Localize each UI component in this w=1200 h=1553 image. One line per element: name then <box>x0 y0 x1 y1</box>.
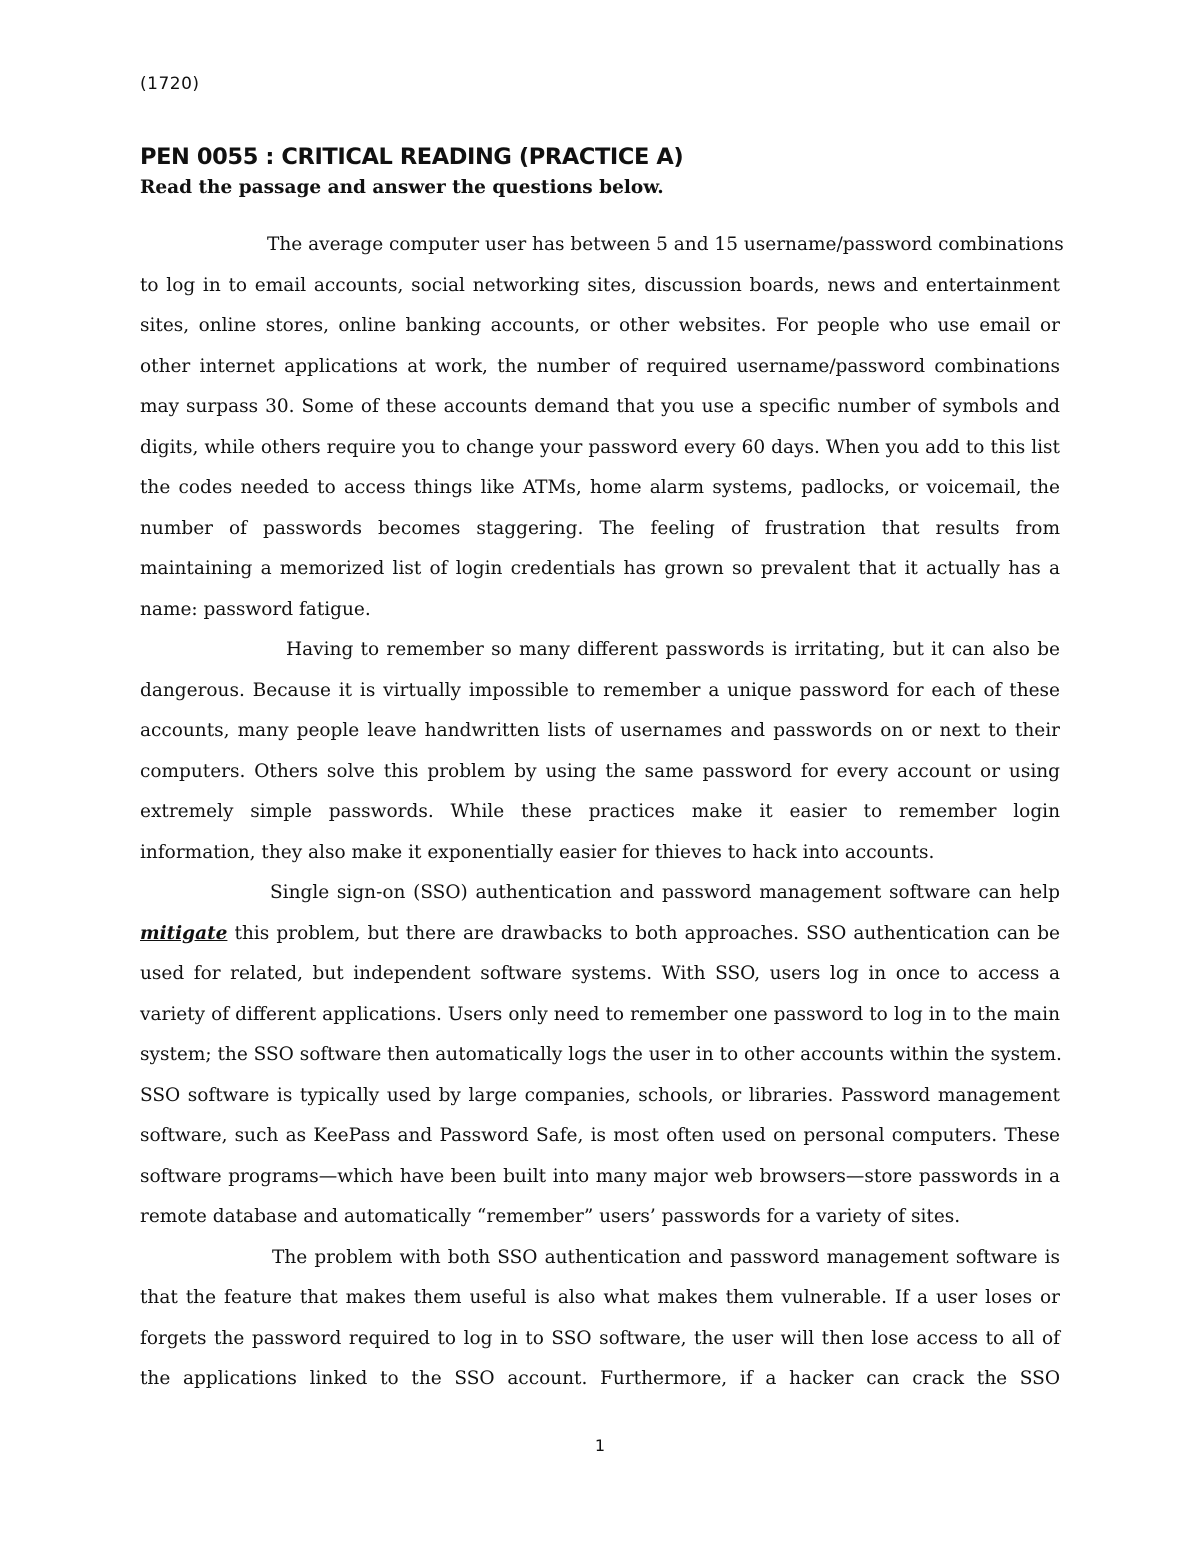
passage-line: information, they also make it exponentially easier for thieves to hack into accounts. <box>140 841 935 863</box>
passage-line: The problem with both SSO authentication and password management software is <box>272 1246 1060 1268</box>
passage-line: Single sign-on (SSO) authentication and password management software can help <box>270 882 1060 903</box>
passage-line: SSO software is typically used by large companies, schools, or libraries. Password management <box>140 1084 1060 1106</box>
passage-line: accounts, many people leave handwritten lists of usernames and passwords on or next to their <box>140 720 1060 741</box>
instruction-text: Read the passage and answer the questions below. <box>140 177 664 198</box>
passage-line: number of passwords becomes staggering. The feeling of frustration that results from <box>140 517 1060 539</box>
passage-line: remote database and automatically “remember” users’ passwords for a variety of sites. <box>140 1206 961 1227</box>
vocabulary-word: mitigate <box>140 922 228 944</box>
passage-line: dangerous. Because it is virtually impossible to remember a unique password for each of these <box>140 679 1060 701</box>
passage-line: used for related, but independent software systems. With SSO, users log in once to access a <box>140 963 1060 984</box>
passage-paragraph-2 <box>140 630 1060 873</box>
passage-paragraph-1 <box>140 225 1064 630</box>
passage-line: The average computer user has between 5 and 15 username/password combinations <box>267 234 1064 255</box>
passage-line: may surpass 30. Some of these accounts demand that you use a specific number of symbols and <box>140 396 1060 417</box>
passage-line: software programs—which have been built into many major web browsers—store passwords in a <box>140 1165 1060 1187</box>
passage-line: variety of different applications. Users only need to remember one password to log in to the main <box>140 1003 1060 1025</box>
passage-line <box>140 914 1060 955</box>
passage-line: extremely simple passwords. While these practices make it easier to remember login <box>140 801 1060 822</box>
passage-line: software, such as KeePass and Password Safe, is most often used on personal computers. These <box>140 1125 1060 1146</box>
passage-line: sites, online stores, online banking accounts, or other websites. For people who use email or <box>140 315 1060 336</box>
page-title: PEN 0055 : CRITICAL READING (PRACTICE A) <box>140 144 684 170</box>
passage-line: computers. Others solve this problem by using the same password for every account or using <box>140 760 1060 782</box>
page-number: 1 <box>594 1436 606 1455</box>
reading-passage <box>140 225 1064 1400</box>
passage-line: that the feature that makes them useful is also what makes them vulnerable. If a user loses or <box>140 1287 1060 1308</box>
passage-line: forgets the password required to log in to SSO software, the user will then lose access to all of <box>140 1327 1060 1349</box>
document-code: (1720) <box>140 74 200 94</box>
passage-line: to log in to email accounts, social networking sites, discussion boards, news and entertainment <box>140 274 1060 296</box>
passage-line: other internet applications at work, the number of required username/password combinations <box>140 355 1060 377</box>
passage-line: maintaining a memorized list of login credentials has grown so prevalent that it actually has a <box>140 558 1060 579</box>
passage-paragraph-4 <box>140 1238 1060 1400</box>
passage-line: name: password fatigue. <box>140 598 371 620</box>
passage-line: Having to remember so many different passwords is irritating, but it can also be <box>286 639 1060 660</box>
passage-line-text: this problem, but there are drawbacks to both approaches. SSO authentication can be <box>227 922 1060 944</box>
passage-line: system; the SSO software then automatically logs the user in to other accounts within the system. <box>140 1044 1062 1065</box>
passage-paragraph-3 <box>140 873 1060 1238</box>
passage-line: the codes needed to access things like ATMs, home alarm systems, padlocks, or voicemail, the <box>140 477 1060 498</box>
passage-line: the applications linked to the SSO account. Furthermore, if a hacker can crack the SSO <box>140 1368 1060 1389</box>
passage-line: digits, while others require you to change your password every 60 days. When you add to this list <box>140 436 1060 458</box>
